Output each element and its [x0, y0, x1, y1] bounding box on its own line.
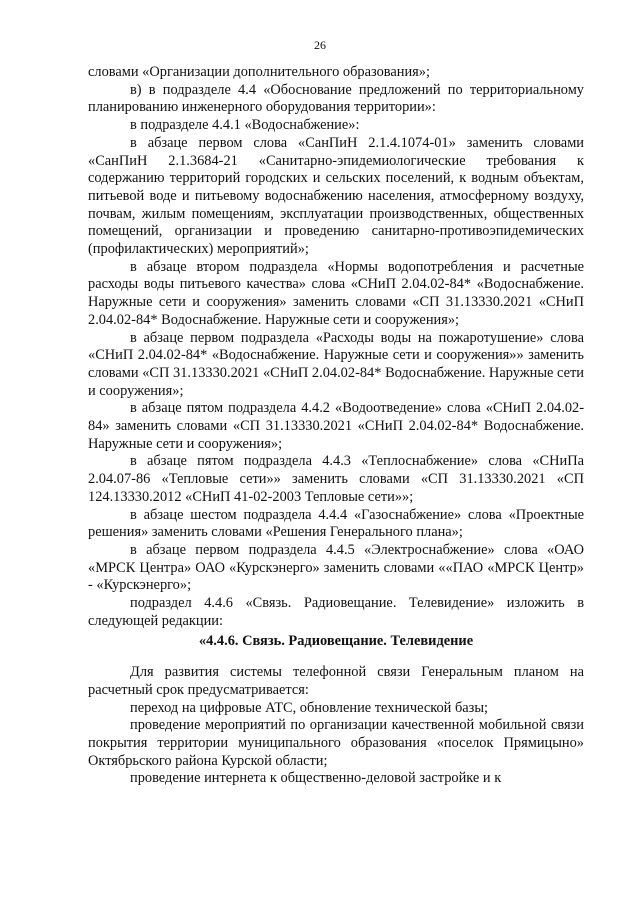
paragraph: в абзаце первом слова «СанПиН 2.1.4.1074-01» заменить словами «СанПиН 2.1.3684-21 «Санитарно-эпидемиологические требования к содержанию территорий городских и сельских поселений, к водным объектам, питьевой воде и питьевому водоснабжению населения, атмосферному воздуху, почвам, жилым помещениям, эксплуатации производственных, общественных помещений, организации и проведению санитарно-противоэпидемических (профилактических) мероприятий»; — [88, 134, 584, 258]
paragraph: в абзаце шестом подраздела 4.4.4 «Газоснабжение» слова «Проектные решения» заменить словами «Решения Генерального плана»; — [88, 506, 584, 541]
paragraph: в абзаце первом подраздела «Расходы воды на пожаротушение» слова «СНиП 2.04.02-84* «Водоснабжение. Наружные сети и сооружения»» заменить словами «СП 31.13330.2021 «СНиП 2.04.02-84* Водоснабжение. Наружные сети и сооружения»; — [88, 329, 584, 399]
paragraph: словами «Организации дополнительного образования»; — [88, 64, 430, 80]
paragraph: в) в подразделе 4.4 «Обоснование предложений по территориальному планированию инженерного оборудования территории»: — [88, 81, 584, 116]
paragraph: Для развития системы телефонной связи Генеральным планом на расчетный срок предусматривается: — [88, 664, 584, 698]
page-number: 26 — [314, 38, 326, 52]
document-body — [88, 64, 584, 788]
spacer — [88, 650, 584, 664]
paragraph: подраздел 4.4.6 «Связь. Радиовещание. Телевидение» изложить в следующей редакции: — [88, 595, 584, 629]
paragraph: переход на цифровые АТС, обновление технической базы; — [130, 699, 489, 716]
paragraph: в абзаце первом подраздела 4.4.5 «Электроснабжение» слова «ОАО «МРСК Центра» ОАО «Курскэнерго» заменить словами ««ПАО «МРСК Центр» - «Курскэнерго»; — [88, 541, 584, 594]
paragraph: в абзаце пятом подраздела 4.4.2 «Водоотведение» слова «СНиП 2.04.02-84» заменить словами «СП 31.13330.2021 «СНиП 2.04.02-84* Водоснабжение. Наружные сети и сооружения»; — [88, 400, 584, 452]
amendments-list — [88, 64, 584, 631]
section-heading: «4.4.6. Связь. Радиовещание. Телевидение — [198, 632, 474, 649]
paragraph: проведение интернета к общественно-деловой застройке и к — [130, 770, 502, 787]
section-text — [88, 664, 584, 788]
paragraph: в абзаце втором подраздела «Нормы водопотребления и расчетные расходы воды питьевого качества» слова «СНиП 2.04.02-84* «Водоснабжение. Наружные сети и сооружения» заменить словами «СП 31.13330.2021 «СНиП 2.04.02-84* Водоснабжение. Наружные сети и сооружения»; — [88, 258, 584, 328]
paragraph: в абзаце пятом подраздела 4.4.3 «Теплоснабжение» слова «СНиПа 2.04.07-86 «Тепловые сети»» заменить словами «СП 31.13330.2021 «СП 124.13330.2012 «СНиП 41-02-2003 Тепловые сети»»; — [88, 453, 584, 505]
paragraph: в подразделе 4.4.1 «Водоснабжение»: — [130, 117, 360, 134]
paragraph: проведение мероприятий по организации качественной мобильной связи покрытия территории муниципального образования «поселок Прямицыно» Октябрьского района Курской области; — [88, 717, 584, 769]
